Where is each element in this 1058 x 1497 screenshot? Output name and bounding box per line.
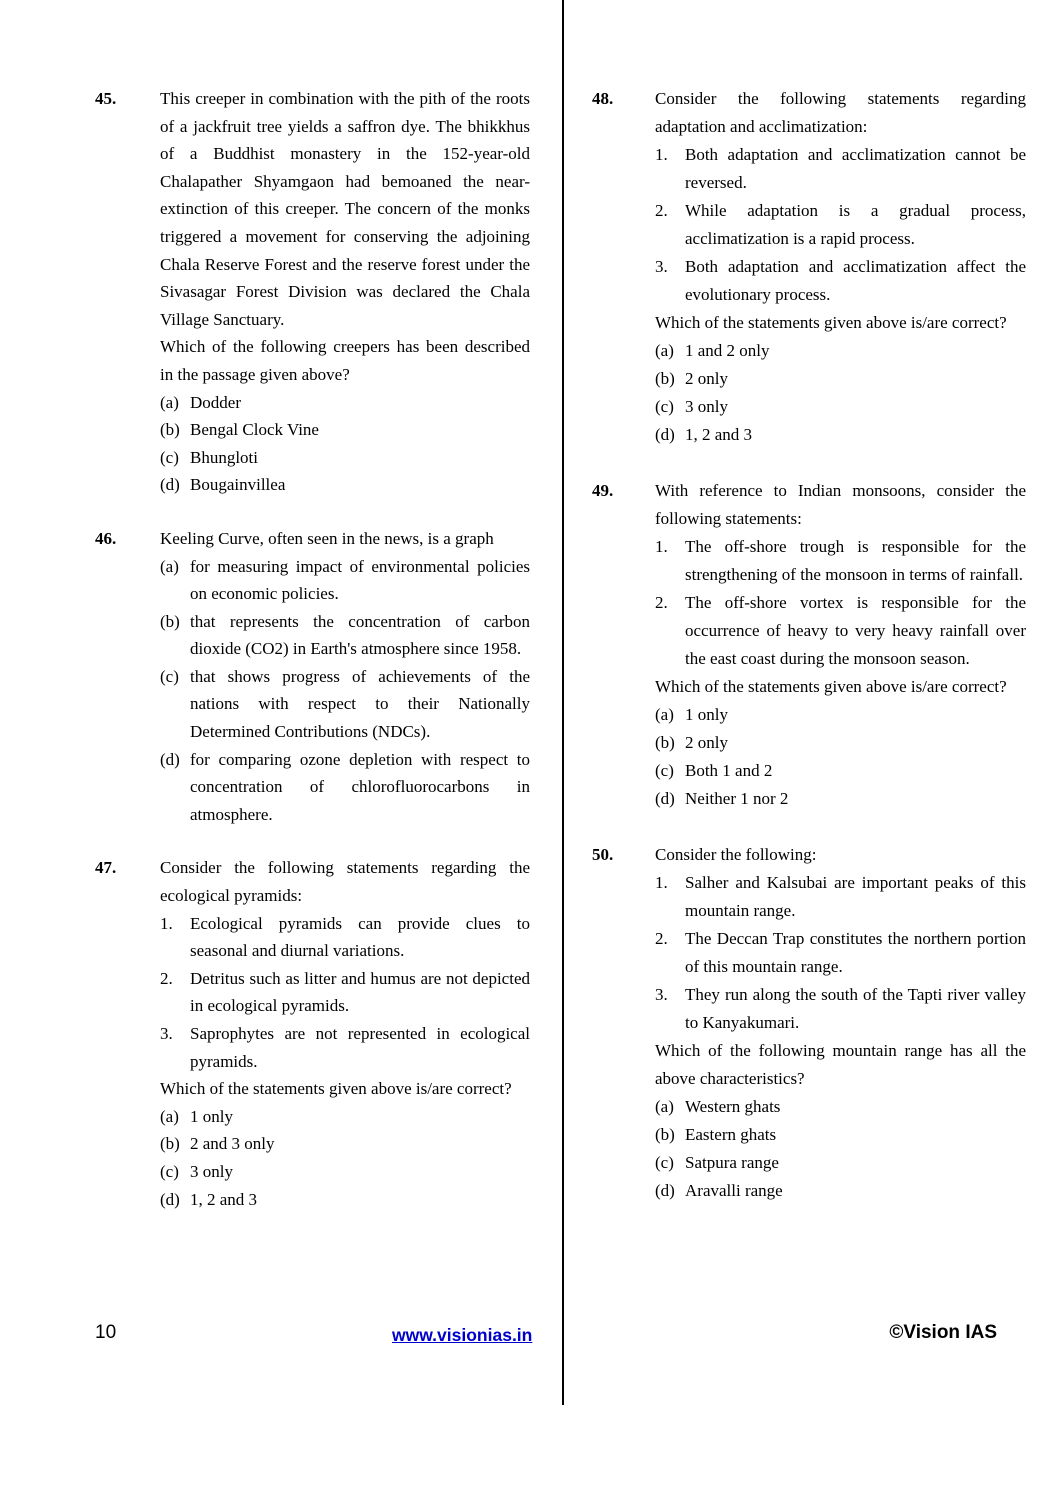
option-label: (c) (655, 397, 674, 416)
question-intro: Keeling Curve, often seen in the news, is a graph (160, 528, 494, 548)
option-text: Eastern ghats (685, 1125, 777, 1144)
question-48 (592, 85, 1026, 449)
option-row (160, 553, 530, 608)
option-text: Aravalli range (685, 1181, 783, 1200)
option-row (160, 1158, 530, 1186)
option-row (655, 785, 1026, 813)
question-49 (592, 477, 1026, 813)
statement-number: 3. (655, 257, 668, 276)
question-prompt: Which of the statements given above is/are correct? (655, 313, 1007, 332)
statement-number: 2. (655, 929, 668, 948)
statement-text: Salher and Kalsubai are important peaks of this mountain range. (685, 873, 1026, 920)
option-row (655, 1149, 1026, 1177)
option-row (160, 1130, 530, 1158)
option-row (655, 365, 1026, 393)
option-label: (c) (655, 761, 674, 780)
question-number: 50. (592, 845, 614, 864)
option-text: Both 1 and 2 (685, 761, 773, 780)
option-row (160, 416, 530, 444)
question-body (160, 85, 530, 499)
question-body (655, 85, 1026, 449)
question-intro: With reference to Indian monsoons, consider the following statements: (655, 481, 1026, 528)
statement-number: 1. (655, 145, 668, 164)
statement-item (160, 910, 530, 965)
option-text: for comparing ozone depletion with respect to concentration of chlorofluorocarbons in atmosphere. (190, 749, 530, 824)
option-text: Satpura range (685, 1153, 779, 1172)
option-row (160, 444, 530, 472)
option-row (655, 757, 1026, 785)
question-body (160, 854, 530, 1213)
statement-item (160, 965, 530, 1020)
statement-text: They run along the south of the Tapti river valley to Kanyakumari. (685, 985, 1026, 1032)
statement-item (655, 141, 1026, 197)
statement-text: Ecological pyramids can provide clues to seasonal and diurnal variations. (190, 913, 530, 961)
option-label: (a) (160, 556, 179, 576)
option-text: Western ghats (685, 1097, 781, 1116)
option-text: Neither 1 nor 2 (685, 789, 789, 808)
statement-text: The Deccan Trap constitutes the northern portion of this mountain range. (685, 929, 1026, 976)
page-number: 10 (95, 1322, 117, 1343)
option-label: (d) (160, 1189, 180, 1209)
option-row (160, 1103, 530, 1131)
option-label: (b) (160, 420, 180, 440)
question-intro: Consider the following statements regarding the ecological pyramids: (160, 858, 530, 906)
option-text: 1 only (190, 1106, 233, 1126)
option-text: 3 only (685, 397, 728, 416)
statement-item (655, 589, 1026, 673)
option-label: (d) (655, 1181, 675, 1200)
question-prompt: Which of the following mountain range has all the above characteristics? (655, 1041, 1026, 1088)
statement-number: 3. (160, 1024, 173, 1043)
option-row (655, 1121, 1026, 1149)
question-number: 45. (95, 89, 117, 108)
question-body (655, 477, 1026, 813)
statement-number: 1. (655, 537, 668, 556)
copyright-text: ©Vision IAS (889, 1322, 997, 1343)
option-label: (a) (655, 341, 674, 360)
question-body (655, 841, 1026, 1205)
option-row (160, 746, 530, 829)
option-row (655, 393, 1026, 421)
question-prompt: Which of the statements given above is/are correct? (655, 677, 1007, 696)
option-text: 1, 2 and 3 (685, 425, 753, 444)
question-number: 48. (592, 89, 614, 108)
question-prompt: Which of the following creepers has been described in the passage given above? (160, 337, 530, 384)
option-label: (b) (655, 733, 675, 752)
statement-item (655, 981, 1026, 1037)
option-label: (c) (160, 1161, 179, 1181)
question-body (160, 525, 530, 829)
option-row (655, 701, 1026, 729)
option-text: for measuring impact of environmental policies on economic policies. (190, 556, 530, 604)
option-label: (a) (160, 392, 179, 412)
option-text: Dodder (190, 392, 241, 412)
statement-number: 3. (655, 985, 668, 1004)
option-label: (a) (160, 1106, 179, 1126)
statement-text: While adaptation is a gradual process, acclimatization is a rapid process. (685, 201, 1026, 248)
statement-text: The off-shore vortex is responsible for the occurrence of heavy to very heavy rainfall over the east coast during the monsoon season. (685, 593, 1026, 668)
option-label: (c) (655, 1153, 674, 1172)
option-row (160, 1186, 530, 1214)
statement-text: Detritus such as litter and humus are not depicted in ecological pyramids. (190, 968, 530, 1016)
option-label: (d) (655, 425, 675, 444)
column-divider (562, 0, 564, 1405)
statement-item (655, 925, 1026, 981)
website-link[interactable]: www.visionias.in (392, 1325, 533, 1345)
question-intro: Consider the following statements regarding adaptation and acclimatization: (655, 89, 1026, 136)
option-label: (a) (655, 705, 674, 724)
statement-number: 2. (655, 593, 668, 612)
option-text: that represents the concentration of carbon dioxide (CO2) in Earth's atmosphere since 1958. (190, 611, 530, 659)
option-row (160, 663, 530, 746)
option-row (655, 421, 1026, 449)
option-text: 1 only (685, 705, 728, 724)
question-46 (95, 525, 530, 829)
option-label: (d) (655, 789, 675, 808)
statement-text: The off-shore trough is responsible for the strengthening of the monsoon in terms of rainfall. (685, 537, 1026, 584)
option-row (160, 389, 530, 417)
statement-text: Saprophytes are not represented in ecological pyramids. (190, 1024, 530, 1071)
statement-number: 1. (655, 873, 668, 892)
left-column (95, 85, 530, 1239)
option-text: 3 only (190, 1161, 233, 1181)
option-text: 2 only (685, 369, 728, 388)
question-50 (592, 841, 1026, 1205)
question-47 (95, 854, 530, 1213)
question-45 (95, 85, 530, 499)
option-label: (d) (160, 475, 180, 495)
option-label: (d) (160, 749, 180, 769)
option-text: Bengal Clock Vine (190, 420, 319, 440)
statement-number: 1. (160, 913, 173, 933)
option-text: Bhungloti (190, 447, 259, 467)
statement-text: Both adaptation and acclimatization cannot be reversed. (685, 145, 1026, 192)
option-label: (b) (655, 369, 675, 388)
statement-item (655, 197, 1026, 253)
option-text: 2 only (685, 733, 728, 752)
option-text: 1 and 2 only (685, 341, 770, 360)
question-intro: Consider the following: (655, 845, 817, 864)
question-passage: This creeper in combination with the pith of the roots of a jackfruit tree yields a saffron dye. The bhikkhus of a Buddhist monastery in the 152-year-old Chalapather Shyamgaon had bemoaned the near-extinction of this creeper. The concern of the monks triggered a movement for conserving the adjoining Chala Reserve Forest and the reserve forest under the Sivasagar Forest Division was declared the Chala Village Sanctuary. (160, 89, 530, 329)
option-text: 2 and 3 only (190, 1134, 275, 1154)
option-text: Bougainvillea (190, 475, 286, 495)
statement-item (655, 869, 1026, 925)
option-label: (b) (160, 1134, 180, 1154)
statement-text: Both adaptation and acclimatization affect the evolutionary process. (685, 257, 1026, 304)
option-label: (c) (160, 666, 179, 686)
option-row (655, 729, 1026, 757)
statement-item (160, 1020, 530, 1075)
option-label: (c) (160, 447, 179, 467)
option-row (655, 1093, 1026, 1121)
option-row (160, 471, 530, 499)
option-row (655, 337, 1026, 365)
statement-number: 2. (160, 968, 173, 988)
option-label: (b) (655, 1125, 675, 1144)
right-column (592, 85, 1026, 1233)
statement-item (655, 253, 1026, 309)
option-row (160, 608, 530, 663)
question-number: 46. (95, 528, 117, 548)
option-text: that shows progress of achievements of the nations with respect to their Nationally Determined Contributions (NDCs). (190, 666, 530, 742)
option-text: 1, 2 and 3 (190, 1189, 258, 1209)
statement-item (655, 533, 1026, 589)
option-label: (b) (160, 611, 180, 631)
option-label: (a) (655, 1097, 674, 1116)
question-number: 47. (95, 858, 117, 878)
question-number: 49. (592, 481, 614, 500)
question-prompt: Which of the statements given above is/are correct? (160, 1079, 512, 1099)
option-row (655, 1177, 1026, 1205)
statement-number: 2. (655, 201, 668, 220)
